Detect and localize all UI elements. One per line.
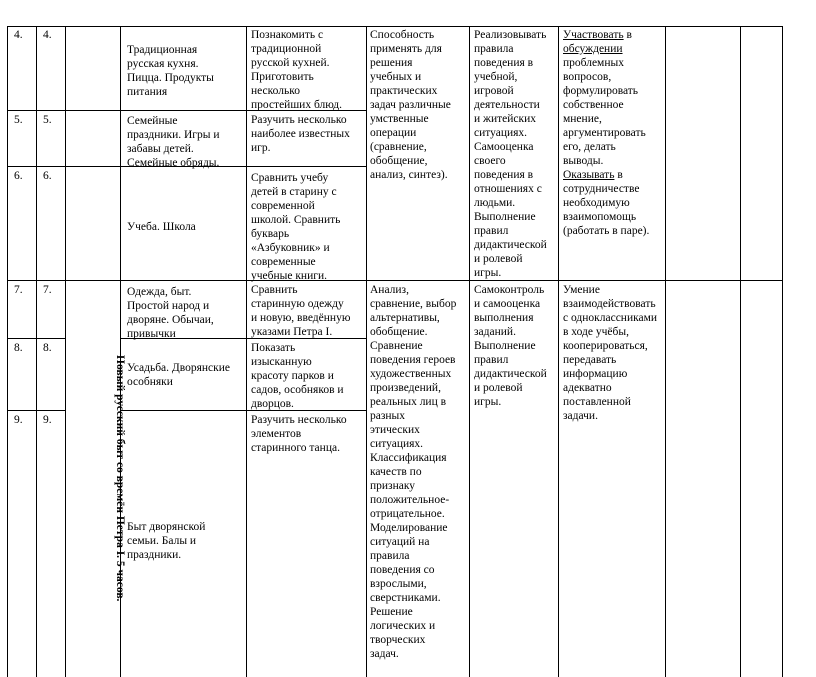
lesson-goal: Сравнить учебу детей в старину с современной школой. Сравнить букварь «Азбуковник» и современные учебные книги. — [251, 172, 341, 282]
row-number: 5. — [43, 114, 52, 126]
underlined-verb: Оказывать — [563, 169, 615, 181]
lesson-topic: Усадьба. Дворянские особняки — [127, 362, 231, 388]
col-border-0 — [7, 26, 8, 677]
col-border-1 — [36, 26, 37, 677]
text-run: проблемных вопросов, формулировать собственное мнение, аргументировать его, делать выводы. — [563, 57, 646, 167]
underlined-verb: обсуждении — [563, 43, 623, 55]
lesson-goal: Показать изысканную красоту парков и садов, особняков и дворцов. — [251, 342, 344, 410]
row-number: 5. — [14, 114, 23, 126]
row-number: 6. — [43, 170, 52, 182]
cognitive-skills: Способность применять для решения учебных и практических задач различные умственные операции (сравнение, обобщение, анализ, синтез). — [370, 29, 451, 181]
text-run: в — [623, 29, 632, 41]
row-number: 8. — [43, 342, 52, 354]
lesson-topic: Учеба. Школа — [127, 221, 196, 233]
cognitive-skills: Анализ, сравнение, выбор альтернативы, обобщение. Сравнение поведения героев художественных произведений, реальных лиц в разных этических ситуациях. Классификация качеств по признаку положительное- отрицательное. Моделирование ситуаций на правила поведения со взрослыми, сверстниками. Решение логических и творческих задач. — [370, 284, 457, 660]
col-border-4 — [246, 26, 247, 677]
lesson-topic: Традиционная русская кухня. Пицца. Продукты питания — [127, 44, 214, 98]
row-number: 9. — [43, 414, 52, 426]
row-number: 7. — [14, 284, 23, 296]
row-number: 8. — [14, 342, 23, 354]
personal-skills: Реализовывать правила поведения в учебной, игровой деятельности и житейских ситуациях. Самооценка своего поведения в отношениях с людьми. Выполнение правил дидактической и ролевой игры. — [474, 29, 547, 279]
col-border-8 — [665, 26, 666, 677]
text-run: в сотрудничестве необходимую взаимопомощь (работать в паре). — [563, 169, 650, 237]
col-border-2 — [65, 26, 66, 677]
communicative-skills: Умение взаимодействовать с одноклассниками в ходе учёбы, кооперироваться, передавать информацию адекватно поставленной задачи. — [563, 284, 658, 422]
col-border-5 — [366, 26, 367, 677]
personal-skills: Самоконтроль и самооценка выполнения заданий. Выполнение правил дидактической и ролевой игры. — [474, 284, 547, 408]
lesson-goal: Разучить несколько элементов старинного танца. — [251, 414, 347, 454]
underlined-verb: Участвовать — [563, 29, 624, 41]
lesson-goal: Разучить несколько наиболее известных игр. — [251, 114, 350, 154]
group-divider — [7, 280, 783, 281]
lesson-topic: Быт дворянской семьи. Балы и праздники. — [127, 521, 206, 561]
col-border-9 — [740, 26, 741, 677]
section-title: Новый русский быт со времён Петра I. 5 часов. — [114, 354, 126, 602]
col-border-10 — [782, 26, 783, 677]
col-border-6 — [469, 26, 470, 677]
row-number: 4. — [43, 29, 52, 41]
row-number: 6. — [14, 170, 23, 182]
lesson-goal: Познакомить с традиционной русской кухней. Приготовить несколько простейших блюд. — [251, 29, 343, 111]
table-top-border — [7, 26, 783, 27]
row-number: 7. — [43, 284, 52, 296]
lesson-goal: Сравнить старинную одежду и новую, введённую указами Петра I. — [251, 284, 351, 338]
row-number: 4. — [14, 29, 23, 41]
col-border-7 — [558, 26, 559, 677]
row-number: 9. — [14, 414, 23, 426]
communicative-skills — [563, 28, 663, 238]
lesson-topic: Семейные праздники. Игры и забавы детей. Семейные обряды. — [127, 115, 220, 169]
lesson-topic: Одежда, быт. Простой народ и дворяне. Обычаи, привычки — [127, 286, 214, 340]
